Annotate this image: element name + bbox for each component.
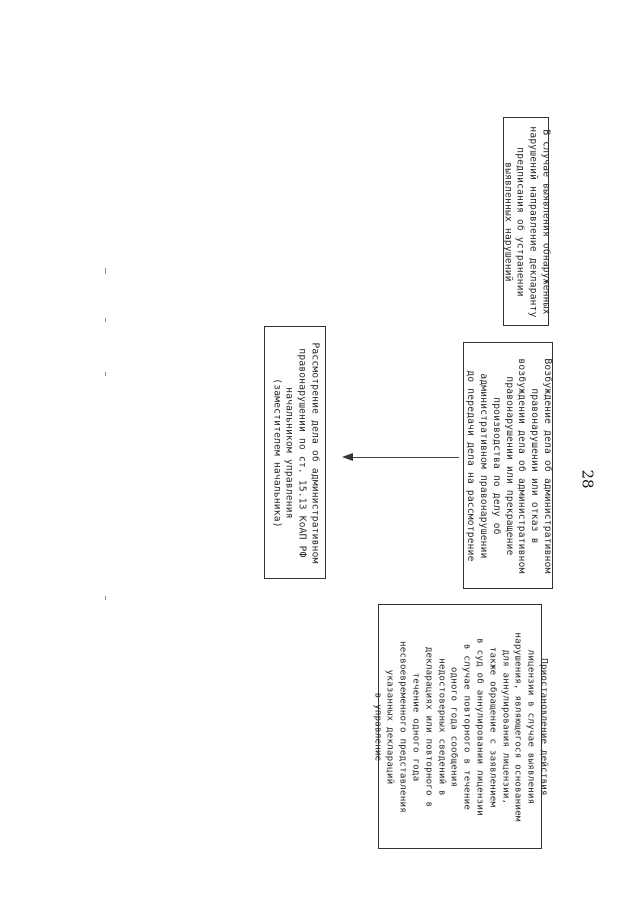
flowchart-box-case-review — [264, 326, 326, 579]
scan-mark — [105, 268, 106, 274]
box-text-order-to-eliminate-violations: В случае выявления обнаруженных нарушений направление декларанту предписания об устранении выявленных нарушений — [502, 125, 552, 318]
scan-mark — [105, 596, 106, 600]
flow-arrow-line — [352, 457, 459, 458]
box-text-administrative-case-initiation: Возбуждение дела об административном правонарушении или отказ в возбуждении дела об административном правонарушении или прекращение производства по делу об административном правонарушении до передачи дела на рассмотрение — [465, 357, 553, 574]
box-text-case-review: Рассмотрение дела об административном правонарушении по ст. 15.13 КоАП РФ начальником управления (заместителем начальника) — [271, 341, 321, 564]
flowchart-box-administrative-case-initiation — [463, 342, 553, 589]
box-text-license-suspension: Приостановление действия лицензии в случае выявления нарушения, являющегося основанием для аннулирования лицензии, также обращение с заявлением в суд об аннулировании лицензии в случае повторного в течение одного года сообщения недостоверных сведений в декларациях или повторного в течение одного года несвоевременного представления указанных деклараций в управление — [372, 631, 550, 822]
page-number: 28 — [578, 469, 597, 489]
flow-arrow-head — [342, 453, 353, 461]
flowchart-box-order-to-eliminate-violations — [502, 117, 552, 326]
flowchart-box-license-suspension — [372, 604, 550, 849]
scan-mark — [105, 318, 106, 322]
scan-mark — [105, 372, 106, 376]
